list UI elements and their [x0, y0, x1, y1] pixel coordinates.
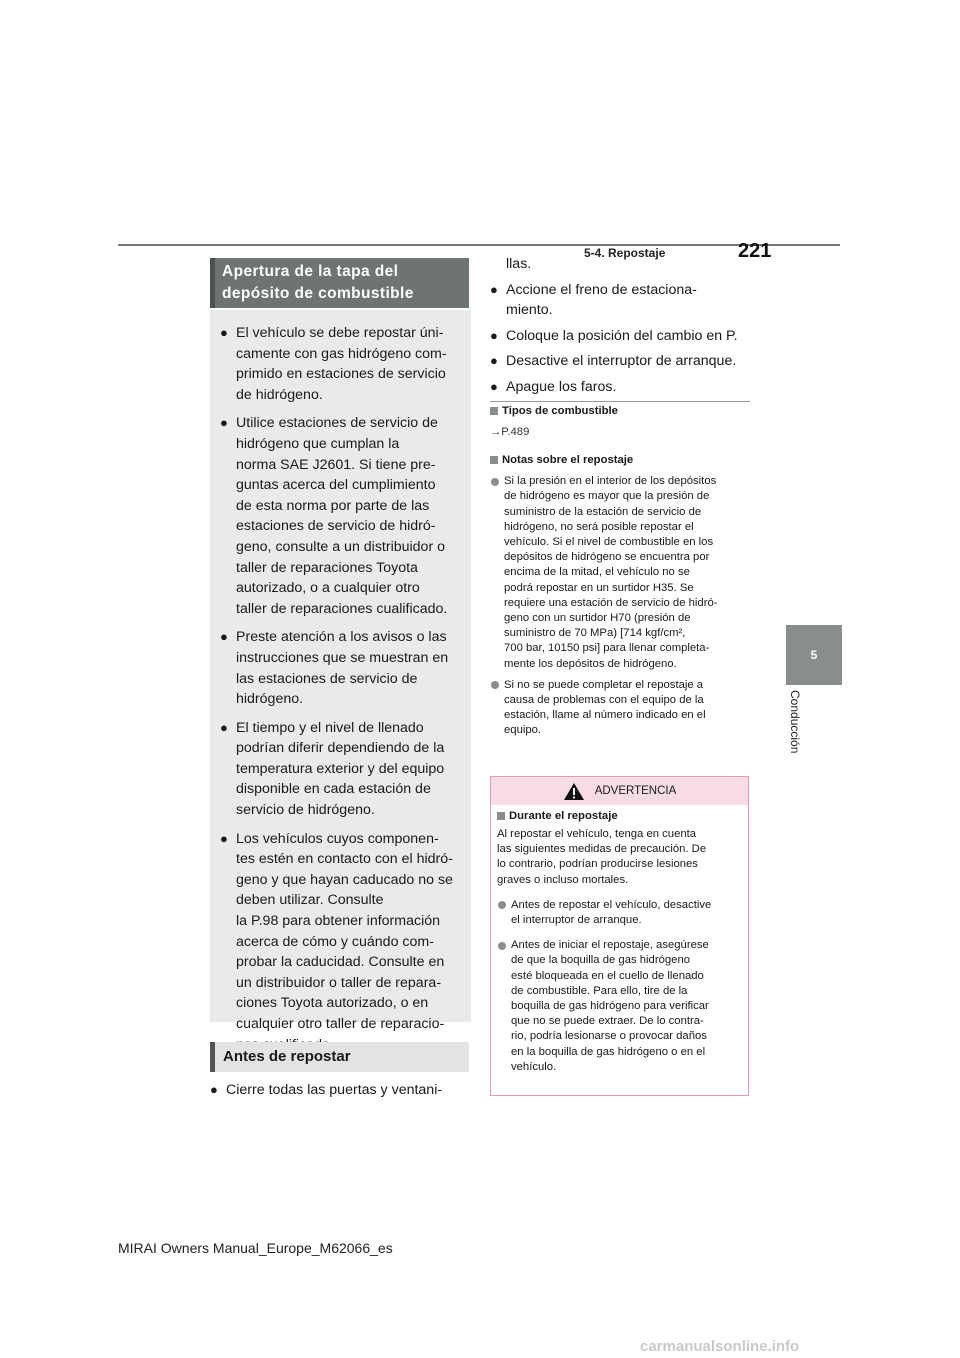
bullet-icon: ● — [210, 1082, 218, 1097]
list-item: ● Apague los faros. — [490, 377, 752, 398]
square-bullet-icon — [497, 812, 505, 820]
chapter-tab[interactable]: 5 — [786, 625, 842, 685]
warning-triangle-icon — [563, 782, 585, 801]
bullet-icon: ● — [490, 281, 498, 297]
circle-bullet-icon — [498, 942, 506, 950]
watermark: carmanualsonline.info — [640, 1338, 800, 1355]
bullet-icon: ● — [220, 415, 228, 431]
note-item: Si no se puede completar el repostaje a causa de problemas con el equipo de la estación, llame al número indicado en el equipo. — [490, 678, 752, 739]
list-item: ● Los vehículos cuyos componen- tes estén en contacto con el hidró- geno y que hayan caducado no se deben utilizar. Consulte la P.98 para obtener información acerca de cómo y cuándo com- probar la caducidad. Consulte en un distribuidor o taller de repara- ciones Toyota autorizado, o en cualquier otro taller de reparacio- — [220, 830, 453, 1032]
list-item: ● Desactive el interruptor de arranque. — [490, 351, 752, 372]
list-item: ● El vehículo se debe repostar úni- camente con gas hidrógeno com- primido en estaciones de servicio de hidrógeno. — [220, 325, 447, 403]
bullet-icon: ● — [220, 719, 228, 735]
before-refuel-list-continued — [490, 254, 752, 403]
warning-title: ADVERTENCIA — [594, 785, 677, 797]
list-item: ● Accione el freno de estaciona- miento. — [490, 281, 697, 319]
before-refuel-list — [210, 1080, 472, 1109]
notes-heading: Notas sobre el repostaje — [490, 454, 752, 466]
bullet-icon: ● — [220, 830, 228, 846]
header-rule — [118, 244, 840, 246]
list-item: ● Preste atención a los avisos o las instrucciones que se muestran en las estaciones de servicio de hidrógeno. — [220, 629, 449, 708]
circle-bullet-icon — [491, 478, 499, 486]
circle-bullet-icon — [491, 681, 499, 689]
section-heading: Apertura de la tapa del depósito de combustible — [210, 258, 469, 308]
footer-text: MIRAI Owners Manual_Europe_M62066_es — [118, 1240, 393, 1256]
bullet-icon: ● — [490, 378, 498, 394]
warning-subheading: Durante el repostaje — [497, 810, 743, 822]
list-item-continuation: llas. — [506, 256, 532, 272]
info-bullet-list — [220, 323, 462, 1063]
bullet-icon: ● — [490, 327, 498, 343]
circle-bullet-icon — [498, 901, 506, 909]
chapter-label: Conducción — [788, 690, 802, 754]
section-title: 5-4. Repostaje — [584, 246, 666, 260]
warning-item: Antes de iniciar el repostaje, asegúrese de que la boquilla de gas hidrógeno esté bloqueada en el cuello de llenado de combustible. Para ello, tire de la boquilla de gas hidrógeno para verificar que no se puede extraer. De lo contra- rio, podría lesionarse o provocar daños en la boquilla de gas hidrógeno o en el vehículo. — [497, 938, 743, 1075]
notes-section — [490, 405, 752, 745]
list-item: ● El tiempo y el nivel de llenado podrían diferir dependiendo de la temperatura exterior y del equipo disponible en cada estación de servicio de hidrógeno. — [220, 719, 445, 819]
list-item: ● Utilice estaciones de servicio de hidrógeno que cumplan la norma SAE J2601. Si tiene pre- guntas acerca del cumplimiento de esta norma por parte de las estaciones de servicio de hidró- geno, consulte a un distribuidor o taller de reparaciones Toyota autorizado, o a cualquier otro taller de reparaciones cualificado. — [220, 415, 448, 617]
warning-intro: Al repostar el vehículo, tenga en cuenta las siguientes medidas de precaución. De lo contrario, podrían producirse lesiones graves o incluso mortales. — [497, 828, 707, 886]
warning-item: Antes de repostar el vehículo, desactive el interruptor de arranque. — [497, 898, 743, 928]
square-bullet-icon — [490, 456, 498, 464]
fuel-types-heading: Tipos de combustible — [490, 405, 752, 417]
page-reference-link[interactable]: →P.489 — [490, 426, 530, 438]
warning-content — [497, 810, 743, 1081]
square-bullet-icon — [490, 407, 498, 415]
list-item: ● Cierre todas las puertas y ventani- — [210, 1080, 472, 1101]
note-item: Si la presión en el interior de los depósitos de hidrógeno es mayor que la presión de suministro de la estación de servicio de hidrógeno, no será posible repostar el vehículo. Si el nivel de combustible en los depósitos de hidrógeno se encuentra por encima de la mitad, el vehículo no se podrá repostar en un surtidor H35. Se requiere una estación de servicio de hidró- geno con un surtidor H70 (presión de suministro de 70 MPa) [714 kgf/cm², 700 bar, 10150 psi] para llenar completa- mente los depósitos de hidrógeno. — [490, 474, 752, 672]
bullet-icon: ● — [220, 629, 228, 645]
bullet-icon: ● — [490, 353, 498, 369]
page-number: 221 — [738, 240, 772, 262]
bullet-icon: ● — [220, 325, 228, 340]
subsection-heading: Antes de repostar — [210, 1042, 469, 1072]
list-item: ● Coloque la posición del cambio en P. — [490, 326, 752, 347]
warning-header — [491, 777, 748, 805]
divider — [490, 401, 750, 402]
